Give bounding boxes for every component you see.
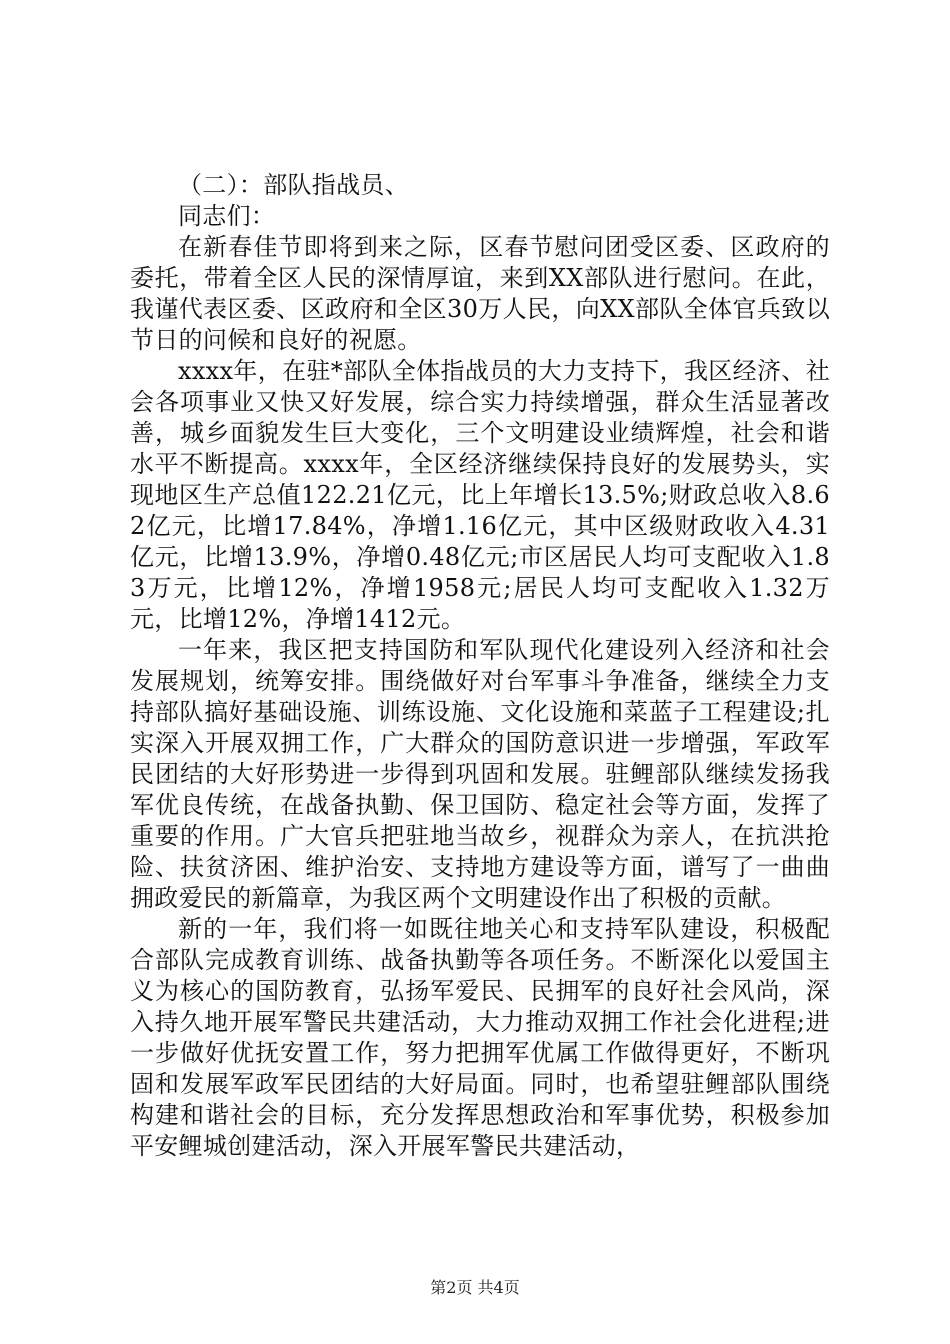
page-number-footer: 第2页 共4页 <box>430 1278 520 1297</box>
salutation: 同志们： <box>178 202 276 230</box>
document-body <box>130 170 830 1162</box>
paragraph: xxxx年，在驻*部队全体指战员的大力支持下，我区经济、社会各项事业又快又好发展，综合实力持续增强，群众生活显著改善，城乡面貌发生巨大变化，三个文明建设业绩辉煌，社会和谐水平不断提高。xxxx年，全区经济继续保持良好的发展势头，实现地区生产总值122.21亿元，比上年增长13.5%;财政总收入8.62亿元，比增17.84%，净增1.16亿元，其中区级财政收入4.31亿元，比增13.9%，净增0.48亿元;市区居民人均可支配收入1.83万元，比增12%，净增1958元;居民人均可支配收入1.32万元，比增12%，净增1412元。 <box>130 357 830 633</box>
paragraph: 一年来，我区把支持国防和军队现代化建设列入经济和社会发展规划，统筹安排。围绕做好对台军事斗争准备，继续全力支持部队搞好基础设施、训练设施、文化设施和菜蓝子工程建设;扎实深入开展双拥工作，广大群众的国防意识进一步增强，军政军民团结的大好形势进一步得到巩固和发展。驻鲤部队继续发扬我军优良传统，在战备执勤、保卫国防、稳定社会等方面，发挥了重要的作用。广大官兵把驻地当故乡，视群众为亲人，在抗洪抢险、扶贫济困、维护治安、支持地方建设等方面，谱写了一曲曲拥政爱民的新篇章，为我区两个文明建设作出了积极的贡献。 <box>130 636 830 912</box>
document-heading: （二）：部队指战员、 <box>178 171 409 199</box>
paragraph: 新的一年，我们将一如既往地关心和支持军队建设，积极配合部队完成教育训练、战备执勤等各项任务。不断深化以爱国主义为核心的国防教育，弘扬军爱民、民拥军的良好社会风尚，深入持久地开展军警民共建活动，大力推动双拥工作社会化进程;进一步做好优抚安置工作，努力把拥军优属工作做得更好，不断巩固和发展军政军民团结的大好局面。同时，也希望驻鲤部队围绕构建和谐社会的目标，充分发挥思想政治和军事优势，积极参加平安鲤城创建活动，深入开展军警民共建活动， <box>130 915 830 1160</box>
paragraph: 在新春佳节即将到来之际，区春节慰问团受区委、区政府的委托，带着全区人民的深情厚谊，来到XX部队进行慰问。在此，我谨代表区委、区政府和全区30万人民，向XX部队全体官兵致以节日的问候和良好的祝愿。 <box>130 233 830 354</box>
